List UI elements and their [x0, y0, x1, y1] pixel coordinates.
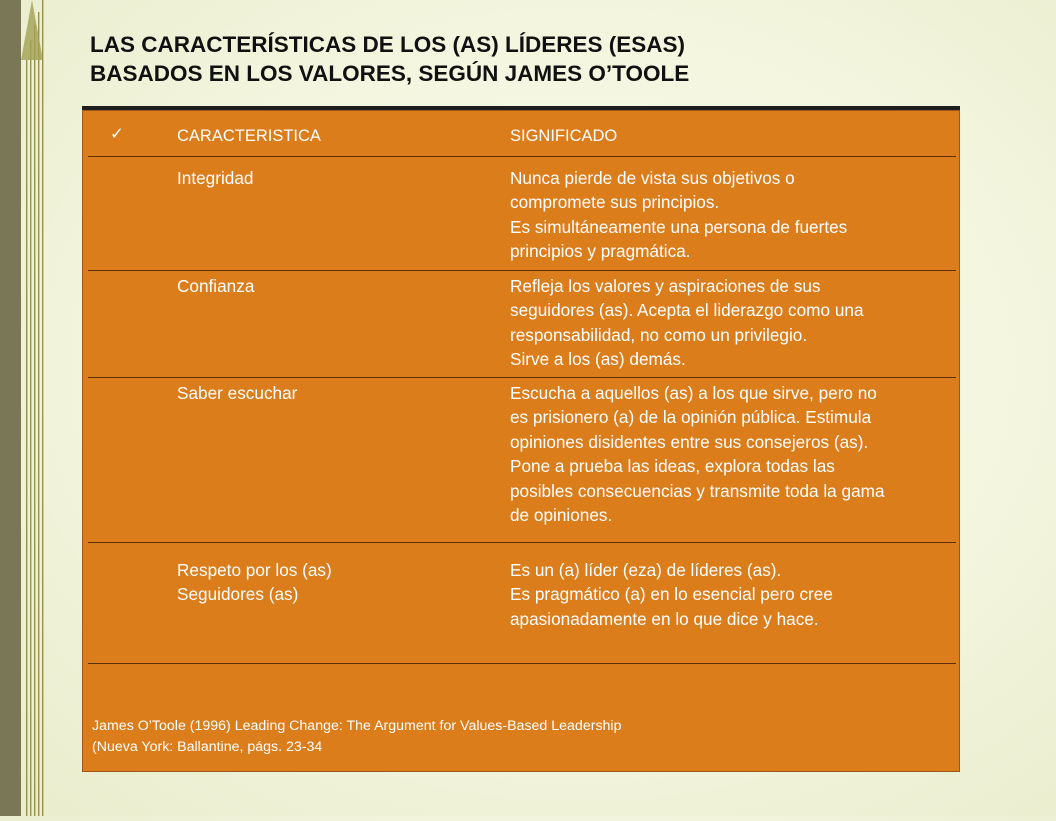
page-title	[90, 30, 990, 88]
title-line-2: BASADOS EN LOS VALORES, SEGÚN JAMES O’TOOLE	[90, 61, 690, 86]
checkmark-icon: ✓	[110, 125, 124, 143]
row-characteristic: Respeto por los (as) Seguidores (as)	[177, 560, 332, 605]
row-meaning: Es un (a) líder (eza) de líderes (as). Es pragmático (a) en lo esencial pero cree apasionadamente en lo que dice y hace.	[510, 560, 833, 629]
row-characteristic: Confianza	[177, 276, 255, 296]
row-divider	[88, 663, 956, 664]
row-characteristic: Integridad	[177, 168, 254, 188]
header-meaning: SIGNIFICADO	[510, 127, 618, 145]
citation-line-2: (Nueva York: Ballantine, págs. 23-34	[92, 739, 323, 755]
row-meaning: Refleja los valores y aspiraciones de sus seguidores (as). Acepta el liderazgo como una responsabilidad, no como un privilegio. Sirve a los (as) demás.	[510, 276, 864, 370]
arrow-decoration	[21, 0, 81, 816]
row-meaning: Nunca pierde de vista sus objetivos o compromete sus principios. Es simultáneamente una persona de fuertes principios y pragmática.	[510, 168, 848, 262]
citation-line-1: James O’Toole (1996) Leading Change: The Argument for Values-Based Leadership	[92, 718, 622, 734]
row-divider	[88, 156, 956, 157]
row-divider	[88, 270, 956, 271]
row-divider	[88, 542, 956, 543]
left-decorative-bar	[0, 0, 21, 816]
title-line-1: LAS CARACTERÍSTICAS DE LOS (AS) LÍDERES (ESAS)	[90, 32, 686, 57]
row-divider	[88, 377, 956, 378]
row-characteristic: Saber escuchar	[177, 383, 298, 403]
source-citation	[92, 716, 621, 758]
header-characteristic: CARACTERISTICA	[177, 127, 321, 145]
row-meaning: Escucha a aquellos (as) a los que sirve, pero no es prisionero (a) de la opinión pública. Estimula opiniones disidentes entre sus consejeros (as). Pone a prueba las ideas, explora todas las posibles consecuencias y transmite toda la gama de opiniones.	[510, 383, 885, 526]
characteristics-table	[82, 106, 960, 772]
